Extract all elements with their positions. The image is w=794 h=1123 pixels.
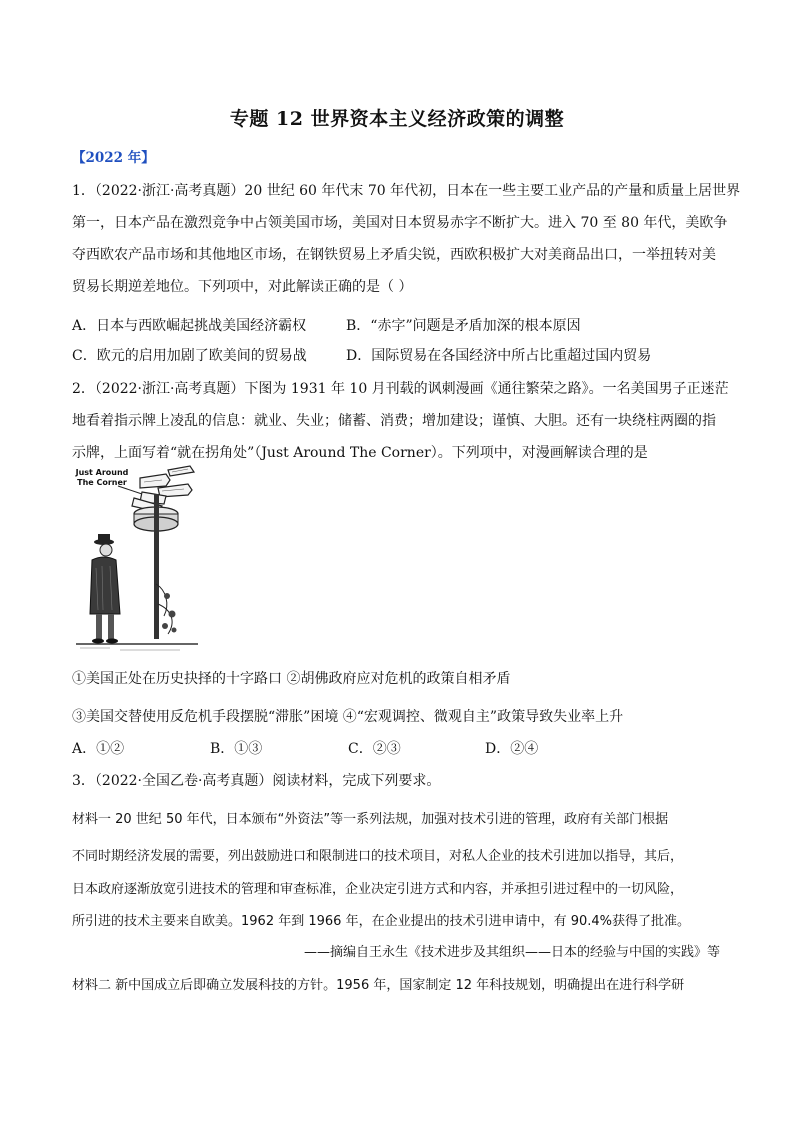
q2-statement: ①美国正处在历史抉择的十字路口 ②胡佛政府应对危机的政策自相矛盾	[72, 671, 511, 687]
cartoon-sign-label: Just Around The Corner	[75, 468, 129, 487]
q2-statement: ③美国交替使用反危机手段摆脱“滞胀”困境 ④“宏观调控、微观自主”政策导致失业率上升	[72, 709, 624, 725]
q1-option-a[interactable]: A．日本与西欧崛起挑战美国经济霸权	[72, 318, 307, 334]
q2-option-d[interactable]: D．②④	[485, 741, 539, 757]
satirical-cartoon-image	[70, 464, 202, 654]
cartoon-drawing	[70, 464, 202, 654]
q1-line: 夺西欧农产品市场和其他地区市场，在钢铁贸易上矛盾尖锐，西欧积极扩大对美商品出口，一举扭转对美	[72, 247, 716, 263]
q1-line: 贸易长期逆差地位。下列项中，对此解读正确的是（ ）	[72, 279, 413, 295]
q1-option-c[interactable]: C．欧元的启用加剧了欧美间的贸易战	[72, 348, 307, 364]
q2-option-b[interactable]: B．①③	[210, 741, 263, 757]
q3-material2-line: 材料二 新中国成立后即确立发展科技的方针。1956 年，国家制定 12 年科技规划，明确提出在进行科学研	[72, 978, 685, 993]
page-title: 专题 12 世界资本主义经济政策的调整	[229, 108, 565, 130]
q1-option-d[interactable]: D．国际贸易在各国经济中所占比重超过国内贸易	[346, 348, 652, 364]
q3-material1-line: 所引进的技术主要来自欧美。1962 年到 1966 年，在企业提出的技术引进申请中，有 90.4%获得了批准。	[72, 914, 690, 929]
q1-line: 1．（2022·浙江·高考真题）20 世纪 60 年代末 70 年代初，日本在一些主要工业产品的产量和质量上居世界	[72, 183, 741, 199]
q2-option-a[interactable]: A．①②	[72, 741, 125, 757]
q1-line: 第一，日本产品在激烈竞争中占领美国市场，美国对日本贸易赤字不断扩大。进入 70 至 80 年代，美欧争	[72, 215, 728, 231]
q1-option-b[interactable]: B．“赤字”问题是矛盾加深的根本原因	[346, 318, 581, 334]
q2-line: 示牌，上面写着“就在拐角处”（Just Around The Corner）。下列项中，对漫画解读合理的是	[72, 445, 648, 461]
year-tag: 【2022 年】	[72, 150, 155, 166]
q3-material1-line: 材料一 20 世纪 50 年代，日本颁布“外资法”等一系列法规，加强对技术引进的管理，政府有关部门根据	[72, 812, 669, 827]
q3-line: 3．（2022·全国乙卷·高考真题）阅读材料，完成下列要求。	[72, 773, 441, 789]
q2-option-c[interactable]: C．②③	[348, 741, 401, 757]
q3-source: ——摘编自王永生《技术进步及其组织——日本的经验与中国的实践》等	[303, 945, 720, 960]
q2-line: 地看着指示牌上凌乱的信息：就业、失业；储蓄、消费；增加建设；谨慎、大胆。还有一块绕柱两圈的指	[72, 413, 716, 429]
q2-line: 2．（2022·浙江·高考真题）下图为 1931 年 10 月刊载的讽刺漫画《通往繁荣之路》。一名美国男子正迷茫	[72, 381, 729, 397]
q3-material1-line: 不同时期经济发展的需要，列出鼓励进口和限制进口的技术项目，对私人企业的技术引进加以指导，其后，	[72, 849, 684, 864]
q3-material1-line: 日本政府逐渐放宽引进技术的管理和审查标准，企业决定引进方式和内容，并承担引进过程中的一切风险，	[72, 882, 684, 897]
